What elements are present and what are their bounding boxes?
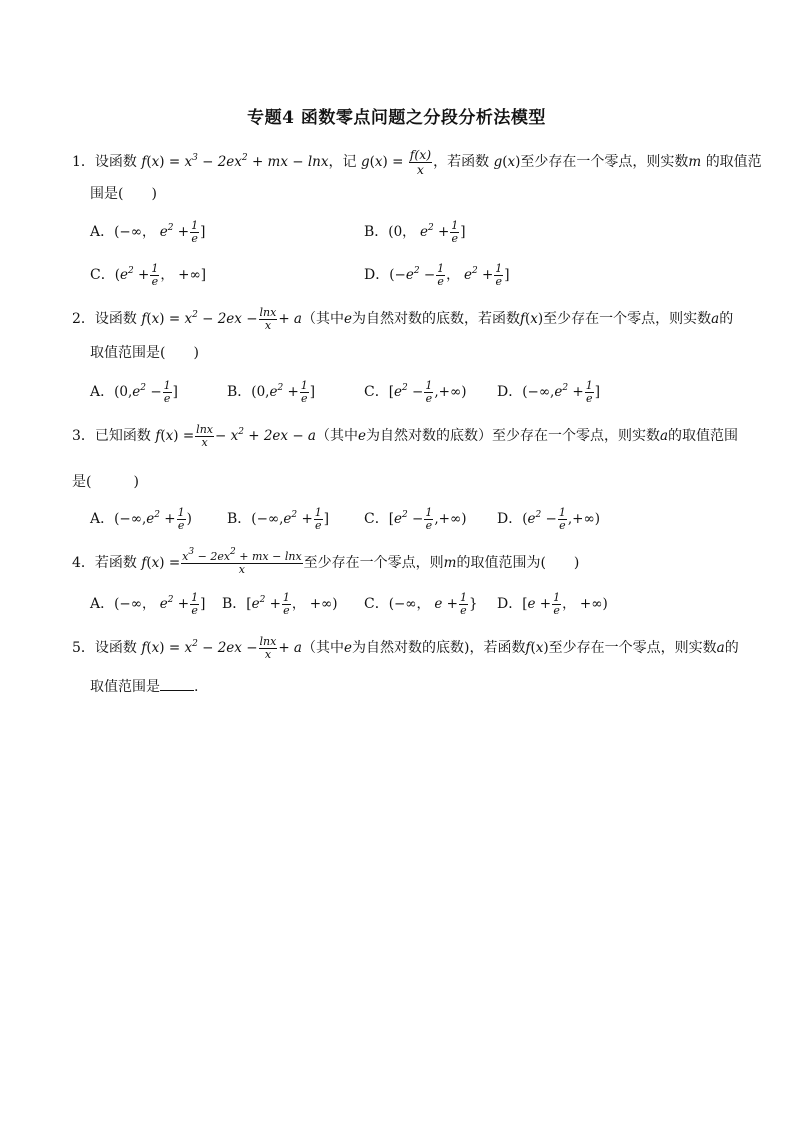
question-3-line-2: 是( ) (72, 474, 139, 490)
formula: $f(x) = x^3 - 2ex^2$ + mx − lnx (141, 153, 329, 170)
question-1-line-1: 1．设函数 $f(x) = x^3 - 2ex^2$ + mx − lnx，记 g(x) = $\frac{f(x)}{x}$ ，若函数 g(x)至少存在一个零点，则实数m 的取值范 (72, 147, 762, 177)
formula: g(x) = $\frac{f(x)}{x}$ (360, 147, 432, 177)
question-1-line-2: 围是( ) (90, 186, 157, 202)
question-4-option-d: D．[e + $\frac{1}{e}$ ， +∞) (497, 591, 608, 617)
question-3-option-c: C．[$e^2$ − $\frac{1}{e}$ ,+∞) (364, 506, 467, 532)
question-3-option-b: B．($-\infty,e^2$ + $\frac{1}{e}$ ] (227, 506, 330, 532)
formula: $f(x) = x^2 - 2ex$ − $\frac{\ln x}{x}$ + a (141, 306, 302, 332)
question-1-option-c: C．($e^2$ + $\frac{1}{e}$ ， +∞] (90, 262, 206, 288)
question-5-line-1: 5．设函数 $f(x) = x^2 - 2ex$ − $\frac{\ln x}{x}$ + a（其中e为自然对数的底数)，若函数f(x)至少存在一个零点，则实数a的 (72, 635, 739, 661)
question-4-option-a: A．(−∞， $e^2$ + $\frac{1}{e}$ ] (90, 591, 206, 617)
question-2-option-b: B．($0,e^2$ + $\frac{1}{e}$ ] (227, 379, 316, 405)
question-4-option-b: B．[$e^2$ + $\frac{1}{e}$ ， +∞) (222, 591, 338, 617)
answer-blank[interactable] (160, 676, 194, 691)
formula: f(x) = $\frac{\ln x}{x}$ − $x^2 + 2ex - a$ (155, 423, 316, 449)
question-3-line-1: 3．已知函数 f(x) = $\frac{\ln x}{x}$ − $x^2 + 2ex - a$（其中e为自然对数的底数）至少存在一个零点，则实数a的取值范围 (72, 423, 739, 449)
question-3-option-a: A．($-\infty,e^2$ + $\frac{1}{e}$ ) (90, 506, 192, 532)
formula: f(x) = $\frac{x^3 - 2ex^2 + mx - \ln x}{x}$ (141, 547, 302, 576)
question-2-option-c: C．[$e^2$ − $\frac{1}{e}$ ,+∞) (364, 379, 467, 405)
question-2-option-a: A．($0,e^2$ − $\frac{1}{e}$ ] (90, 379, 178, 405)
question-1-option-b: B．(0， $e^2$ + $\frac{1}{e}$ ] (364, 219, 466, 245)
question-1-option-a: A．(−∞， $e^2$ + $\frac{1}{e}$ ] (90, 219, 206, 245)
formula: $f(x) = x^2 - 2ex$ − $\frac{\ln x}{x}$ + a (141, 635, 302, 661)
question-3-option-d: D．($e^2$ − $\frac{1}{e}$ ,+∞) (497, 506, 600, 532)
question-5-line-2: 取值范围是 . (90, 676, 198, 697)
question-2-line-1: 2．设函数 $f(x) = x^2 - 2ex$ − $\frac{\ln x}{x}$ + a（其中e为自然对数的底数，若函数f(x)至少存在一个零点，则实数a的 (72, 306, 734, 332)
question-2-line-2: 取值范围是( ) (90, 345, 199, 361)
question-1-option-d: D．($-e^2$ − $\frac{1}{e}$ ， $e^2$ + $\frac{1}{e}$ ] (364, 262, 510, 288)
question-2-option-d: D．($-\infty,e^2$ + $\frac{1}{e}$ ] (497, 379, 600, 405)
page-title: 专题4 函数零点问题之分段分析法模型 (247, 108, 546, 128)
question-4-option-c: C．(−∞， e + $\frac{1}{e}$ } (364, 591, 478, 617)
question-4-line-1: 4．若函数 f(x) = $\frac{x^3 - 2ex^2 + mx - \ln x}{x}$ 至少存在一个零点，则m的取值范围为( ) (72, 547, 580, 576)
